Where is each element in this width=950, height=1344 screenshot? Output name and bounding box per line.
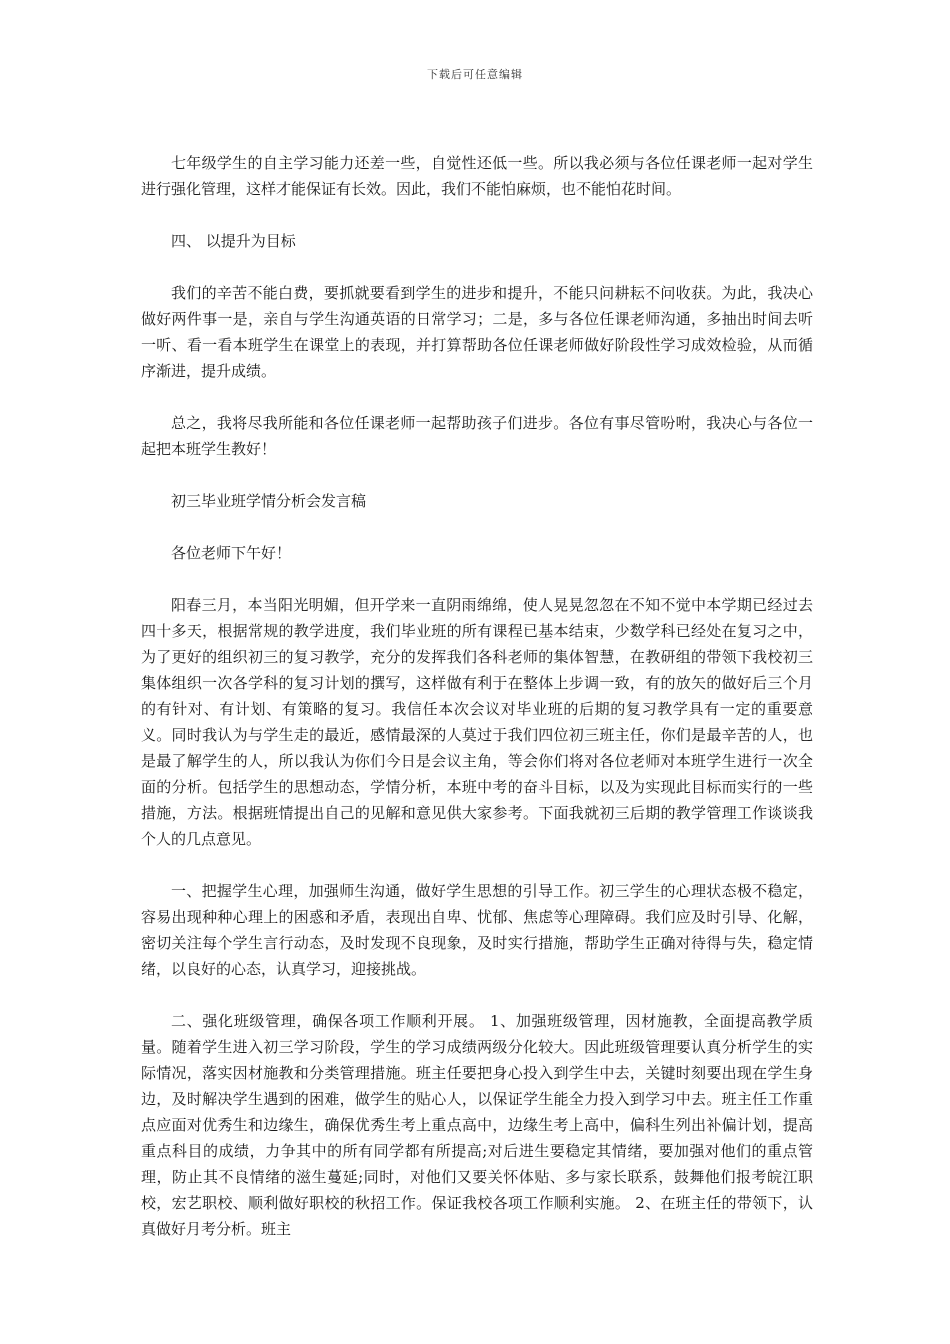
greeting: 各位老师下午好！ [171, 544, 292, 562]
section-heading-four: 四、 以提升为目标 [171, 232, 296, 250]
paragraph-introduction: 阳春三月，本当阳光明媚，但开学来一直阴雨绵绵，使人晃晃忽忽在不知不觉中本学期已经过去四十多天，根据常规的教学进度，我们毕业班的所有课程已基本结束，少数学科已经处在复习之中，为了更好的组织初三的复习教学，充分的发挥我们各科老师的集体智慧，在教研组的带领下我校初三集体组织一次各学科的复习计划的撰写，这样做有利于在整体上步调一致，有的放矢的做好后三个月的有针对、有计划、有策略的复习。我信任本次会议对毕业班的后期的复习教学具有一定的重要意义。同时我认为与学生走的最近，感情最深的人莫过于我们四位初三班主任，你们是最辛苦的人，也是最了解学生的人，所以我认为你们今日是会议主角，等会你们将对各位老师对本班学生进行一次全面的分析。包括学生的思想动态，学情分析，本班中考的奋斗目标，以及为实现此目标而实行的一些措施，方法。根据班情提出自己的见解和意见供大家参考。下面我就初三后期的教学管理工作谈谈我个人的几点意见。 [141, 596, 813, 848]
paragraph-point-two: 二、强化班级管理，确保各项工作顺利开展。 1、加强班级管理，因材施教，全面提高教学质量。随着学生进入初三学习阶段，学生的学习成绩两级分化较大。因此班级管理要认真分析学生的实际情况，落实因材施教和分类管理措施。班主任要把身心投入到学生中去，关键时刻要出现在学生身边，及时解决学生遇到的困难，做学生的贴心人，以保证学生能全力投入到学习中去。班主任工作重点应面对优秀生和边缘生，确保优秀生考上重点高中，边缘生考上高中，偏科生列出补偏计划，提高重点科目的成绩，力争其中的所有同学都有所提高;对后进生要稳定其情绪，要加强对他们的重点管理，防止其不良情绪的滋生蔓延;同时，对他们又要关怀体贴、多与家长联系，鼓舞他们报考皖江职校，宏艺职校、顺利做好职校的秋招工作。保证我校各项工作顺利实施。 2、在班主任的带领下，认真做好月考分析。班主 [141, 1012, 813, 1238]
page-header: 下载后可任意编辑 [427, 68, 523, 81]
document-subtitle: 初三毕业班学情分析会发言稿 [171, 492, 367, 510]
document-body [141, 150, 813, 1268]
paragraph-self-study: 七年级学生的自主学习能力还差一些，自觉性还低一些。所以我必须与各位任课老师一起对学生进行强化管理，这样才能保证有长效。因此，我们不能怕麻烦，也不能怕花时间。 [141, 154, 813, 198]
paragraph-point-one: 一、把握学生心理，加强师生沟通，做好学生思想的引导工作。初三学生的心理状态极不稳定，容易出现种种心理上的困惑和矛盾，表现出自卑、忧郁、焦虑等心理障碍。我们应及时引导、化解，密切关注每个学生言行动态，及时发现不良现象，及时实行措施，帮助学生正确对待得与失，稳定情绪，以良好的心态，认真学习，迎接挑战。 [141, 882, 813, 978]
paragraph-improvement: 我们的辛苦不能白费，要抓就要看到学生的进步和提升，不能只问耕耘不问收获。为此，我决心做好两件事一是，亲自与学生沟通英语的日常学习；二是，多与各位任课老师沟通，多抽出时间去听一听、看一看本班学生在课堂上的表现，并打算帮助各位任课老师做好阶段性学习成效检验，从而循序渐进，提升成绩。 [141, 284, 813, 380]
paragraph-conclusion: 总之，我将尽我所能和各位任课老师一起帮助孩子们进步。各位有事尽管吩咐，我决心与各位一起把本班学生教好！ [141, 414, 813, 458]
